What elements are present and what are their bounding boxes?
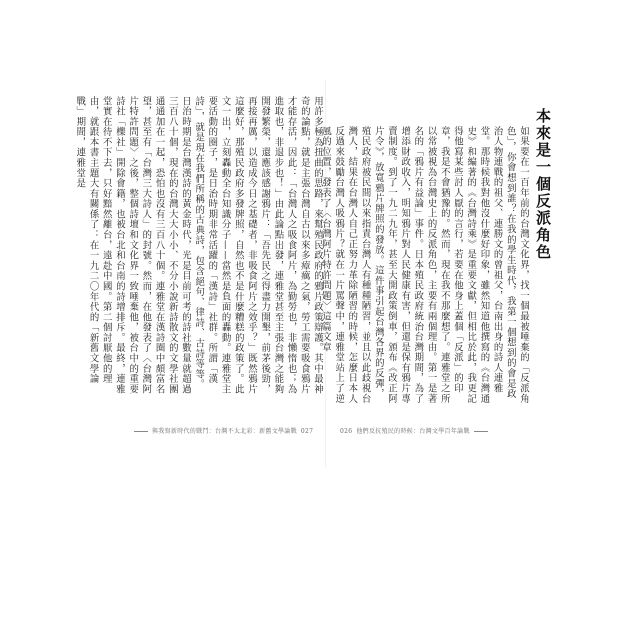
left-page xyxy=(74,80,326,468)
footer-rule xyxy=(134,431,148,432)
right-running-title: 他們反抗殖民的時候：台灣文學百年論戰 xyxy=(356,428,470,435)
footer-rule xyxy=(474,431,488,432)
left-page-body-text: 用許多極為扭曲的思路，來幫殖民政府的鴉片政策辯護。其中最神奇的論點，就是主張台灣自古以來多瘴癘之氣，勞工需要吸食鴉片才能存活，因此：「台灣人之吸食阿片，為勤勞也，非懶惰也；為進取也，非退步也！」由此論點出發，連雅堂甚至主張台灣之能夠開發繁榮，還應該感謝鴉片：「吾先民之得盡力開墾，前茅後勁，再接再厲，以造成今日之基礎者，非吸食阿片之效乎？」既然鴉片這麼好，那殖民政府多發牌照，自然也不是什麼糟糕的政策了。此文一出，立刻轟動全台知識分子——當然是負面的轟動。連雅堂主要活動的圈子，是日治時期非常活躍的「漢詩」社群。所謂「漢詩」，就是現在我們所稱的古典詩，包含絕句、律詩、古詩等等。日治時期是台灣漢詩的黃金時代，光是目前可考的詩社數量就超過三百八十個，現在的台灣大大小小、不分小說新詩散文的文學社團通通加在一起，恐怕也沒有三百八十個。連雅堂在漢詩圈中頗富名望，甚至有「台灣三大詩人」的封號。然而，在他發表了〈台灣阿片特許問題〉之後，整個詩壇和文化界一致唾棄他，被台中的重要詩社「櫟社」開除會籍，也被台北和台南的詩增排斥。最終，連雅堂實在待不下去，只好黯然離台，遠赴中國。第二個討厭他的理由，就跟本書主題大有關係了：在一九二〇年代的「新舊文學論戰」期間，連雅堂是 xyxy=(74,96,323,395)
left-running-title: 與我寫新時代的戰鬥：台灣不太北彩：新舊文學論戰 xyxy=(152,428,297,435)
right-page-number: 026 xyxy=(340,428,353,435)
right-page xyxy=(319,80,562,468)
left-page-number: 027 xyxy=(300,428,314,435)
left-page-footer xyxy=(134,426,317,435)
right-page-body-text: 如果要在一百年前的台灣文化界，找一個最被唾棄的「反派角色」，你會想到誰？在我的學生時代，我第一個想到的會是政治人物連戰的祖父、連勝文的曾祖父，台南出身的詩人連雅堂。那時候我對他沒什麼好印象，雖然知道他撰寫的《台灣通史》和編著的《台灣詩乘》是重要文獻，但相比於此，我更記得他寫某些討人厭的言行，若要在他身上蓋個「反派」的印章，我是不會猶豫的。然而，現在我不那麼想了。連雅堂之所以常被視為台灣史上的反派角色，主要有兩個理由。第一是著名的「鴉片有益論」事件。日本殖民政府統治台灣期間，為了增添財政收入，明知鴉片對人民健康有害，但還是保有鴉片專賣制度。到了一九二九年，甚至大開政策倒車，頒布《改正阿片令》，放寬鴉片牌照的發放。這件事引起台灣各界的反彈，殖民政府被民間以來指責台灣人有種種陋習，並且以此歧視台灣人，結果在台灣人自己正努力革除陋習的時候，怎麼日本人反過來鼓勵台灣人吸鴉片？就在一片罵聲中，連雅堂站上了逆風的位置，發表了〈台灣阿片特許問題〉這篇文章 xyxy=(319,126,529,404)
chapter-title: 本來是一個反派角色 xyxy=(534,108,552,261)
right-page-footer xyxy=(336,426,488,435)
